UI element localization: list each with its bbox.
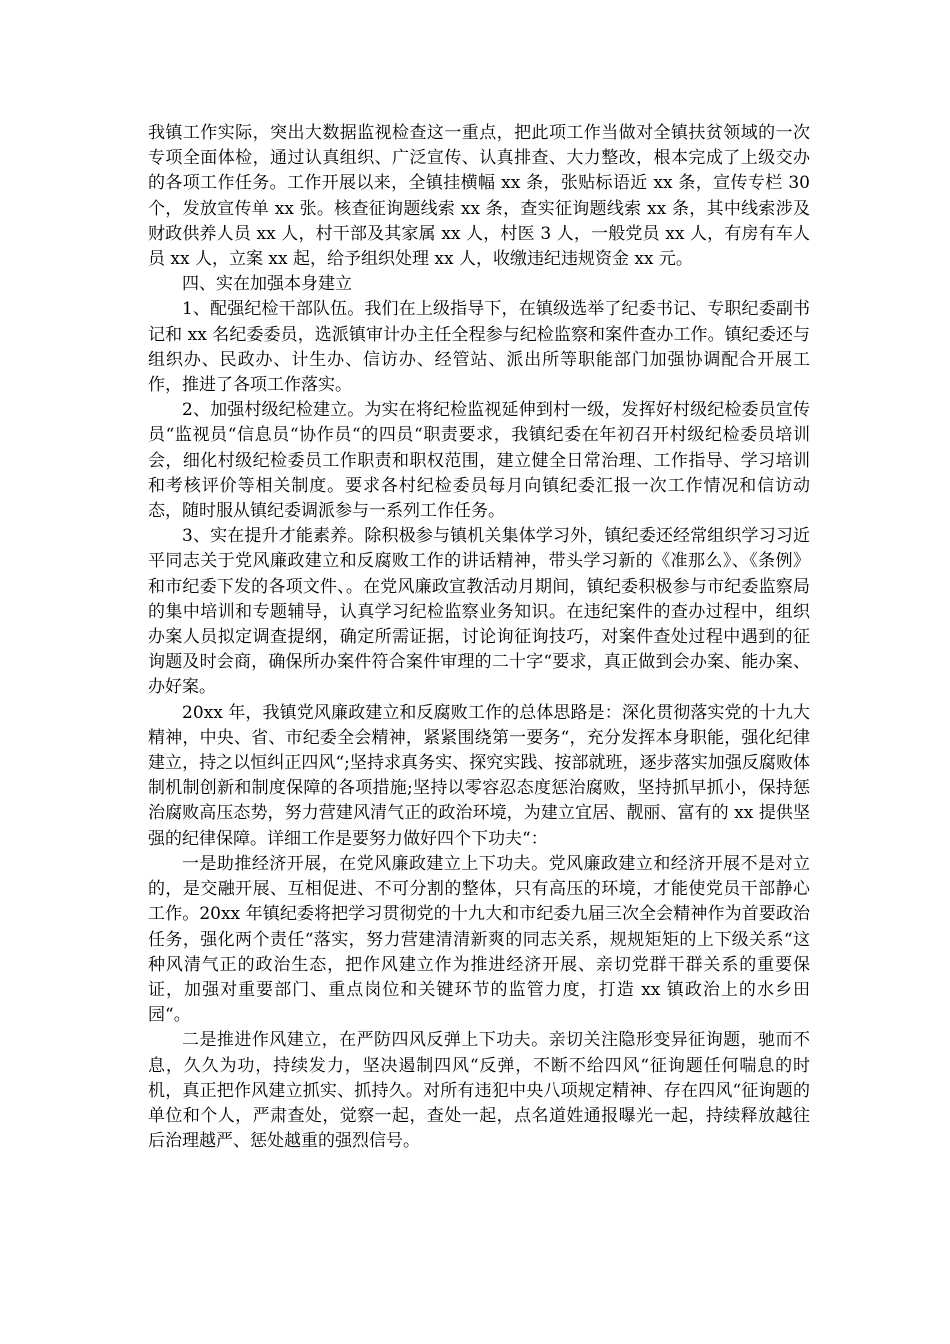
document-body — [148, 121, 810, 1154]
paragraph-item-1: 1、配强纪检干部队伍。我们在上级指导下，在镇级选举了纪委书记、专职纪委副书记和 xx 名纪委委员，选派镇审计办主任全程参与纪检监察和案件查办工作。镇纪委还与组织办、民政办、计生办、信访办、经管站、派出所等职能部门加强协调配合开展工作，推进了各项工作落实。 — [148, 299, 810, 396]
paragraph-plan-point-2: 二是推进作风建立，在严防四风反弹上下功夫。亲切关注隐形变异征询题，驰而不息，久久为功，持续发力，坚决遏制四风“反弹，不断不给四风“征询题任何喘息的时机，真正把作风建立抓实、抓持久。对所有违犯中央八项规定精神、存在四风“征询题的单位和个人，严肃查处，觉察一起，查处一起，点名道姓通报曝光一起，持续释放越往后治理越严、惩处越重的强烈信号。 — [148, 1030, 810, 1152]
section-heading-4: 四、实在加强本身建立 — [182, 274, 352, 295]
paragraph-item-3: 3、实在提升才能素养。除积极参与镇机关集体学习外，镇纪委还经常组织学习习近平同志关于党风廉政建立和反腐败工作的讲话精神，带头学习新的《准那么》、《条例》和市纪委下发的各项文件、。在党风廉政宣教活动月期间，镇纪委积极参与市纪委监察局的集中培训和专题辅导，认真学习纪检监察业务知识。在违纪案件的查办过程中，组织办案人员拟定调查提纲，确定所需证据，讨论询征询技巧，对案件查处过程中遇到的征询题及时会商，确保所办案件符合案件审理的二十字“要求，真正做到会办案、能办案、办好案。 — [148, 526, 810, 698]
paragraph-plan-overview: 20xx 年，我镇党风廉政建立和反腐败工作的总体思路是：深化贯彻落实党的十九大精神，中央、省、市纪委全会精神，紧紧围绕第一要务“，充分发挥本身职能，强化纪律建立，持之以恒纠正四风“;坚持求真务实、探究实践、按部就班，逐步落实加强反腐败体制机制创新和制度保障的各项措施;坚持以零容忍态度惩治腐败，坚持抓早抓小，保持惩治腐败高压态势，努力营建风清气正的政治环境，为建立宜居、靓丽、富有的 xx 提供坚强的纪律保障。详细工作是要努力做好四个下功夫“： — [148, 702, 810, 849]
paragraph-plan-point-1: 一是助推经济开展，在党风廉政建立上下功夫。党风廉政建立和经济开展不是对立的，是交融开展、互相促进、不可分割的整体，只有高压的环境，才能使党员干部静心工作。20xx 年镇纪委将把学习贯彻党的十九大和市纪委九届三次全会精神作为首要政治任务，强化两个责任“落实，努力营建清清新爽的同志关系，规规矩矩的上下级关系“这种风清气正的政治生态，把作风建立作为推进经济开展、亲切党群干群关系的重要保证，加强对重要部门、重点岗位和关键环节的监管力度，打造 xx 镇政治上的水乡田园“。 — [148, 853, 810, 1026]
paragraph-intro-continuation: 我镇工作实际，突出大数据监视检查这一重点，把此项工作当做对全镇扶贫领域的一次专项全面体检，通过认真组织、广泛宣传、认真排查、大力整改，根本完成了上级交办的各项工作任务。工作开展以来，全镇挂横幅 xx 条，张贴标语近 xx 条，宣传专栏 30 个，发放宣传单 xx 张。核查征询题线索 xx 条，查实征询题线索 xx 条，其中线索涉及财政供养人员 xx 人，村干部及其家属 xx 人，村医 3 人，一般党员 xx 人，有房有车人员 xx 人，立案 xx 起，给予组织处理 xx 人，收缴违纪违规资金 xx 元。 — [148, 123, 810, 270]
paragraph-item-2: 2、加强村级纪检建立。为实在将纪检监视延伸到村一级，发挥好村级纪检委员宣传员“监视员“信息员“协作员“的四员“职责要求，我镇纪委在年初召开村级纪检委员培训会，细化村级纪检委员工作职责和职权范围，建立健全日常治理、工作指导、学习培训和考核评价等相关制度。要求各村纪检委员每月向镇纪委汇报一次工作情况和信访动态，随时服从镇纪委调派参与一系列工作任务。 — [148, 400, 810, 522]
